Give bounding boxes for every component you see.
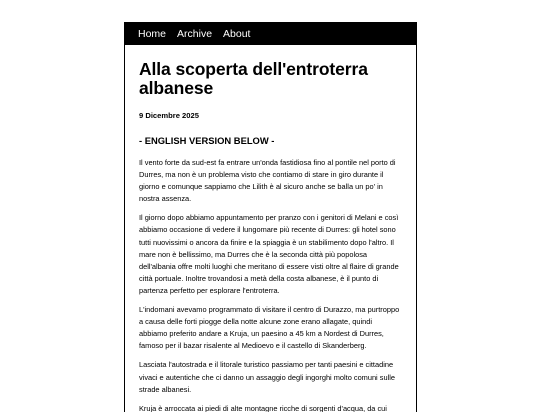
english-version-note: - ENGLISH VERSION BELOW - xyxy=(139,135,275,146)
nav-link-home[interactable]: Home xyxy=(138,28,167,40)
page-container xyxy=(124,22,417,412)
paragraph: Lasciata l'autostrada e il litorale turistico passiamo per tanti paesini e cittadine vivaci e autentiche che ci danno un assaggio degli ingorghi molto comuni sulle strade albanesi. xyxy=(139,360,395,394)
paragraph: L'indomani avevamo programmato di visitare il centro di Durazzo, ma purtroppo a causa delle forti piogge della notte alcune zone erano allagate, quindi abbiamo preferito andare a Kruja, un paesino a 45 km a Nordest di Durres, famoso per il bazar risalente al Medioevo e il castello di Skanderberg. xyxy=(139,305,400,351)
article xyxy=(125,45,416,412)
nav-link-about[interactable]: About xyxy=(223,28,251,40)
top-navbar xyxy=(125,23,416,45)
page-title: Alla scoperta dell'entroterra albanese xyxy=(139,59,368,98)
nav-link-archive[interactable]: Archive xyxy=(177,28,213,40)
paragraph: Kruja è arroccata ai piedi di alte montagne ricche di sorgenti d'acqua, da cui xyxy=(139,403,387,412)
post-date: 9 Dicembre 2025 xyxy=(139,111,199,120)
paragraph: Il vento forte da sud-est fa entrare un'onda fastidiosa fino al pontile nel porto di Durres, ma non è un problema visto che contiamo di stare in giro durante il giorno e comunque sappiamo che Lilith è al sicuro anche se balla un po' in nostra assenza. xyxy=(139,158,396,204)
paragraph: Il giorno dopo abbiamo appuntamento per pranzo con i genitori di Melani e così abbiamo occasione di vedere il lungomare più recente di Durres: gli hotel sono tutti nuovissimi o ancora da finire e la spiaggia è un stabilimento dopo l'altro. Il mare non è bellissimo, ma Durres che è la seconda città più popolosa dell'albania offre molti luoghi che meritano di essere visti oltre al flaire di grande città portuale. Inoltre trovandosi a metà della costa albanese, è il punto di partenza perfetto per esplorare l'entroterra. xyxy=(139,213,399,295)
